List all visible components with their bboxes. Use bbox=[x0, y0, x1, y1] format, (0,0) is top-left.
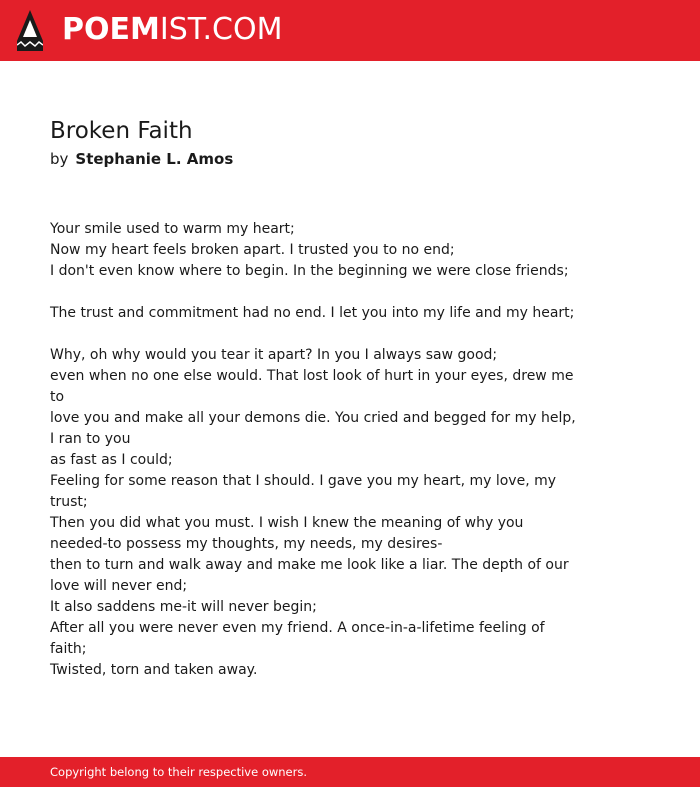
poem-line: It also saddens me-it will never begin; bbox=[50, 599, 317, 615]
stanza-break bbox=[50, 324, 580, 345]
poem-body bbox=[50, 219, 580, 681]
poem-line: even when no one else would. That lost look of hurt in your eyes, drew me to bbox=[50, 368, 574, 405]
by-label: by bbox=[50, 150, 69, 168]
site-logo[interactable] bbox=[62, 12, 282, 48]
poem-line: Feeling for some reason that I should. I gave you my heart, my love, my trust; bbox=[50, 473, 557, 510]
poem-line: After all you were never even my friend. A once-in-a-lifetime feeling of faith; bbox=[50, 620, 545, 657]
site-header bbox=[0, 0, 700, 61]
site-footer bbox=[0, 757, 700, 787]
poem-line: Why, oh why would you tear it apart? In you I always saw good; bbox=[50, 347, 498, 363]
poem-line: then to turn and walk away and make me look like a liar. The depth of our love will never end; bbox=[50, 557, 569, 594]
poem-line: I don't even know where to begin. In the beginning we were close friends; bbox=[50, 263, 569, 279]
poem-line: Your smile used to warm my heart; bbox=[50, 221, 295, 237]
stanza-break bbox=[50, 282, 580, 303]
copyright-text: Copyright belong to their respective owners. bbox=[50, 765, 308, 779]
poem-title: Broken Faith bbox=[50, 118, 193, 144]
byline bbox=[50, 149, 233, 169]
logo-bold-text: POEM bbox=[62, 12, 160, 47]
poem-line: The trust and commitment had no end. I let you into my life and my heart; bbox=[50, 305, 575, 321]
author-name: Stephanie L. Amos bbox=[75, 150, 234, 168]
logo-light-text: IST.COM bbox=[159, 12, 283, 47]
poem-line: Twisted, torn and taken away. bbox=[50, 662, 258, 678]
poem-line: as fast as I could; bbox=[50, 452, 173, 468]
pencil-tip-icon bbox=[17, 10, 43, 51]
poem-line: love you and make all your demons die. You cried and begged for my help, I ran to you bbox=[50, 410, 576, 447]
poem-line: Now my heart feels broken apart. I trusted you to no end; bbox=[50, 242, 455, 258]
poem-line: Then you did what you must. I wish I knew the meaning of why you needed-to possess my thoughts, my needs, my desires- bbox=[50, 515, 524, 552]
